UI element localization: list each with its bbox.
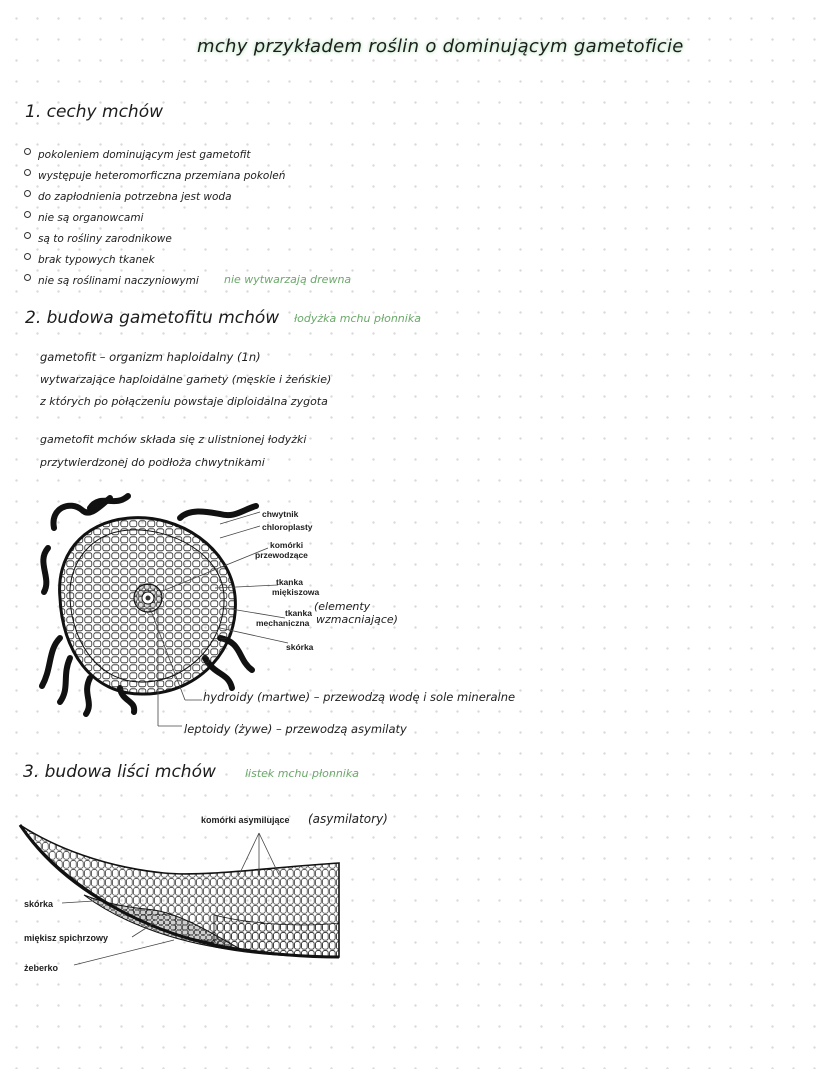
bullet-icon [24,211,31,218]
label-chwytnik: chwytnik [262,509,299,519]
label-mech-note-2: wzmacniające) [316,613,398,626]
bullet-icon [24,253,31,260]
section-1-heading: 1. cechy mchów [25,102,164,122]
bullet-icon [24,232,31,239]
bullet-icon [24,274,31,281]
page-title: mchy przykładem roślin o dominującym gametoficie [197,36,684,57]
drewna-note: nie wytwarzają drewna [224,273,352,286]
label-asymilatory: (asymilatory) [308,812,388,826]
section-2-heading: 2. budowa gametofitu mchów [25,308,280,328]
label-chloroplasty: chloroplasty [262,522,313,532]
gametofit-line-1: gametofit – organizm haploidalny (1n) [40,350,261,364]
gametofit-line-3: z których po połączeniu powstaje diploidalna zygota [40,395,328,408]
bullet-icon [24,169,31,176]
section-3-heading: 3. budowa liści mchów [23,762,216,782]
section-3-subnote: listek mchu płonnika [245,767,359,780]
label-leaf-skorka: skórka [24,899,54,909]
label-komorki-1: komórki [270,540,304,550]
label-miekisz: miękisz spichrzowy [24,933,109,943]
label-hydroidy: hydroidy (martwe) – przewodzą wodę i sole mineralne [203,690,516,704]
gametofit-line-2: wytwarzające haploidalne gamety (męskie i żeńskie) [40,373,332,386]
bullet-icon [24,148,31,155]
label-komorki-2: przewodzące [255,550,308,560]
label-tkanka-1: tkanka [276,577,303,587]
label-skorka: skórka [286,642,314,652]
label-leptoidy: leptoidy (żywe) – przewodzą asymilaty [184,722,407,736]
label-komorki-asym: komórki asymilujące [201,815,290,825]
bullet-icon [24,190,31,197]
label-mech-2: mechaniczna [256,618,310,628]
leaf-cross-section-diagram [14,815,354,975]
label-mech-1: tkanka [285,608,312,618]
label-mech-note-1: (elementy [314,600,371,613]
label-zeberko: żeberko [24,963,59,973]
structure-line-1: gametofit mchów składa się z ulistnionej łodyżki [40,433,307,446]
section-2-subnote: łodyżka mchu płonnika [294,312,421,325]
label-tkanka-2: miękiszowa [272,587,320,597]
structure-line-2: przytwierdzonej do podłoża chwytnikami [40,456,265,469]
